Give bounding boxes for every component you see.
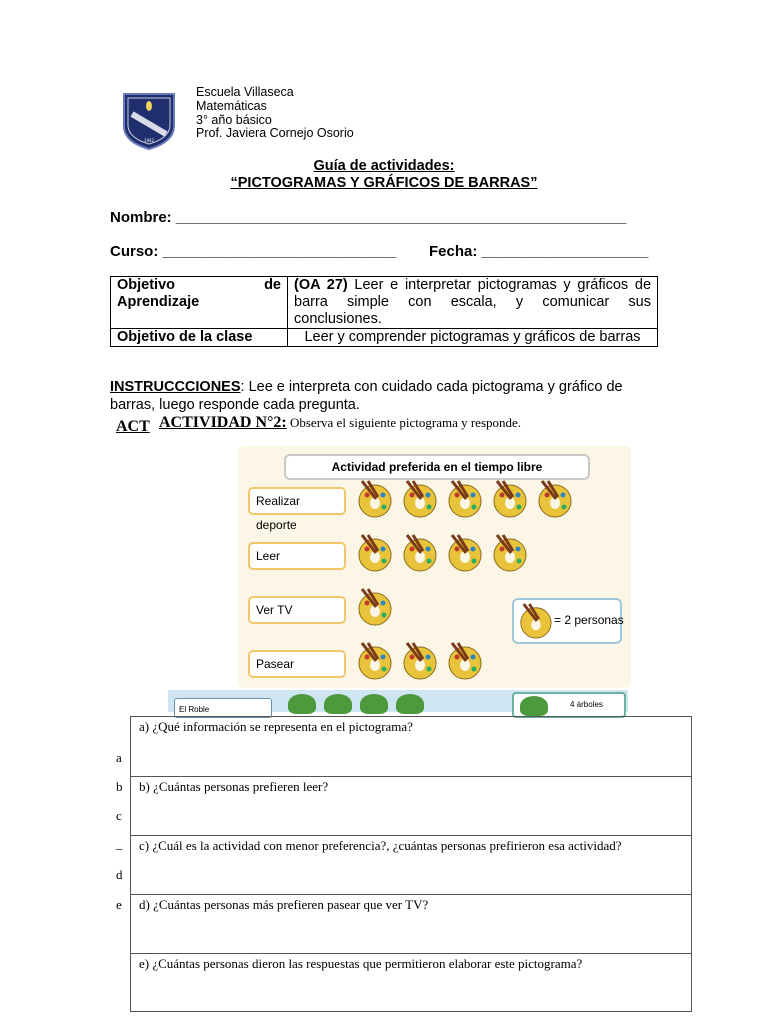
- instructions-label: INSTRUCCCIONES: [110, 379, 241, 395]
- left-fragment: a: [116, 750, 122, 765]
- question-row[interactable]: [131, 777, 691, 836]
- strip-category-label: [174, 698, 272, 718]
- objective-label-cell: [111, 277, 288, 329]
- paint-palette-icon: [401, 533, 437, 573]
- paint-palette-icon: [356, 479, 392, 519]
- paint-palette-icon: [446, 533, 482, 573]
- paint-palette-icon: [446, 479, 482, 519]
- school-info: [196, 86, 354, 141]
- paint-palette-icon: [491, 533, 527, 573]
- question-row[interactable]: [131, 717, 691, 777]
- curso-field[interactable]: Curso: ____________________________: [110, 243, 397, 260]
- left-fragment: d: [116, 867, 123, 882]
- svg-text:1942: 1942: [143, 138, 155, 143]
- questions-table: [130, 716, 692, 1012]
- pictogram: [238, 446, 631, 688]
- paint-palette-icon: [518, 602, 552, 640]
- objective-text-cell: [288, 277, 658, 329]
- left-fragment: b: [116, 779, 123, 794]
- tree-icon: [360, 694, 388, 714]
- left-fragment: c: [116, 808, 122, 823]
- question-text: a) ¿Qué información se representa en el pictograma?: [139, 719, 413, 734]
- class-objective-text: Leer y comprender pictogramas y gráficos de barras: [288, 329, 658, 347]
- question-text: c) ¿Cuál es la actividad con menor preferencia?, ¿cuántas personas prefirieron esa actividad?: [139, 838, 622, 853]
- school-name: Escuela Villaseca: [196, 85, 294, 99]
- paint-palette-icon: [401, 479, 437, 519]
- question-row[interactable]: [131, 895, 691, 954]
- category-label: Leer: [248, 542, 346, 570]
- fecha-field[interactable]: Fecha: ____________________: [429, 243, 649, 260]
- pictogram-key: [512, 598, 622, 644]
- activity-number: ACTIVIDAD N°2:: [159, 414, 287, 431]
- subject: Matemáticas: [196, 98, 267, 113]
- activity-heading: [159, 414, 521, 432]
- guide-title: Guía de actividades:: [313, 158, 455, 174]
- activity-fragment: ACT: [116, 418, 150, 435]
- objectives-table: [110, 276, 658, 347]
- paint-palette-icon: [446, 641, 482, 681]
- tree-icon: [288, 694, 316, 714]
- left-fragment: e: [116, 897, 122, 912]
- oa-text: Leer e interpretar pictogramas y gráficos de barra simple con escala, y comunicar sus conclusiones.: [294, 277, 652, 327]
- category-label: Ver TV: [248, 596, 346, 624]
- question-text: e) ¿Cuántas personas dieron las respuestas que permitieron elaborar este pictograma?: [139, 956, 583, 971]
- strip-label-text: El Roble: [179, 705, 210, 714]
- paint-palette-icon: [401, 641, 437, 681]
- tree-icon: [520, 696, 548, 716]
- key-text: = 2 personas: [554, 613, 624, 627]
- pictogram-title: Actividad preferida en el tiempo libre: [284, 454, 590, 480]
- question-row[interactable]: [131, 954, 691, 1011]
- left-fragment: _: [116, 836, 123, 851]
- question-row[interactable]: [131, 836, 691, 895]
- teacher: Prof. Javiera Cornejo Osorio: [196, 126, 354, 141]
- next-pictogram-strip: [168, 690, 628, 712]
- tree-icon: [324, 694, 352, 714]
- strip-key: [512, 692, 626, 718]
- class-objective-label: Objetivo de la clase: [111, 329, 288, 347]
- instructions: [110, 378, 662, 414]
- school-logo: [122, 92, 176, 150]
- school-shield-icon: [122, 92, 176, 150]
- category-label: Pasear: [248, 650, 346, 678]
- objective-label-word2: de: [264, 277, 281, 293]
- paint-palette-icon: [356, 533, 392, 573]
- grade: 3° año básico: [196, 112, 272, 127]
- activity-prompt: Observa el siguiente pictograma y responde.: [286, 415, 522, 430]
- question-text: d) ¿Cuántas personas más prefieren pasear que ver TV?: [139, 897, 429, 912]
- guide-subtitle: “PICTOGRAMAS Y GRÁFICOS DE BARRAS”: [230, 175, 538, 191]
- oa-code: (OA 27): [294, 277, 348, 293]
- question-text: b) ¿Cuántas personas prefieren leer?: [139, 779, 329, 794]
- objective-row-learning: [111, 277, 658, 329]
- objective-row-class: [111, 329, 658, 347]
- category-label: Realizar deporte: [248, 487, 346, 515]
- strip-key-text: 4 árboles: [570, 700, 603, 709]
- paint-palette-icon: [356, 587, 392, 627]
- tree-icon: [396, 694, 424, 714]
- nombre-field[interactable]: Nombre: ______________________________________________________: [110, 209, 627, 226]
- objective-label-word1: Objetivo: [117, 277, 176, 293]
- instructions-text: : Lee e interpreta con cuidado cada pictograma y gráfico de barras, luego responde cada pregunta.: [110, 379, 623, 413]
- paint-palette-icon: [491, 479, 527, 519]
- paint-palette-icon: [536, 479, 572, 519]
- paint-palette-icon: [356, 641, 392, 681]
- objective-label-word3: Aprendizaje: [117, 294, 200, 310]
